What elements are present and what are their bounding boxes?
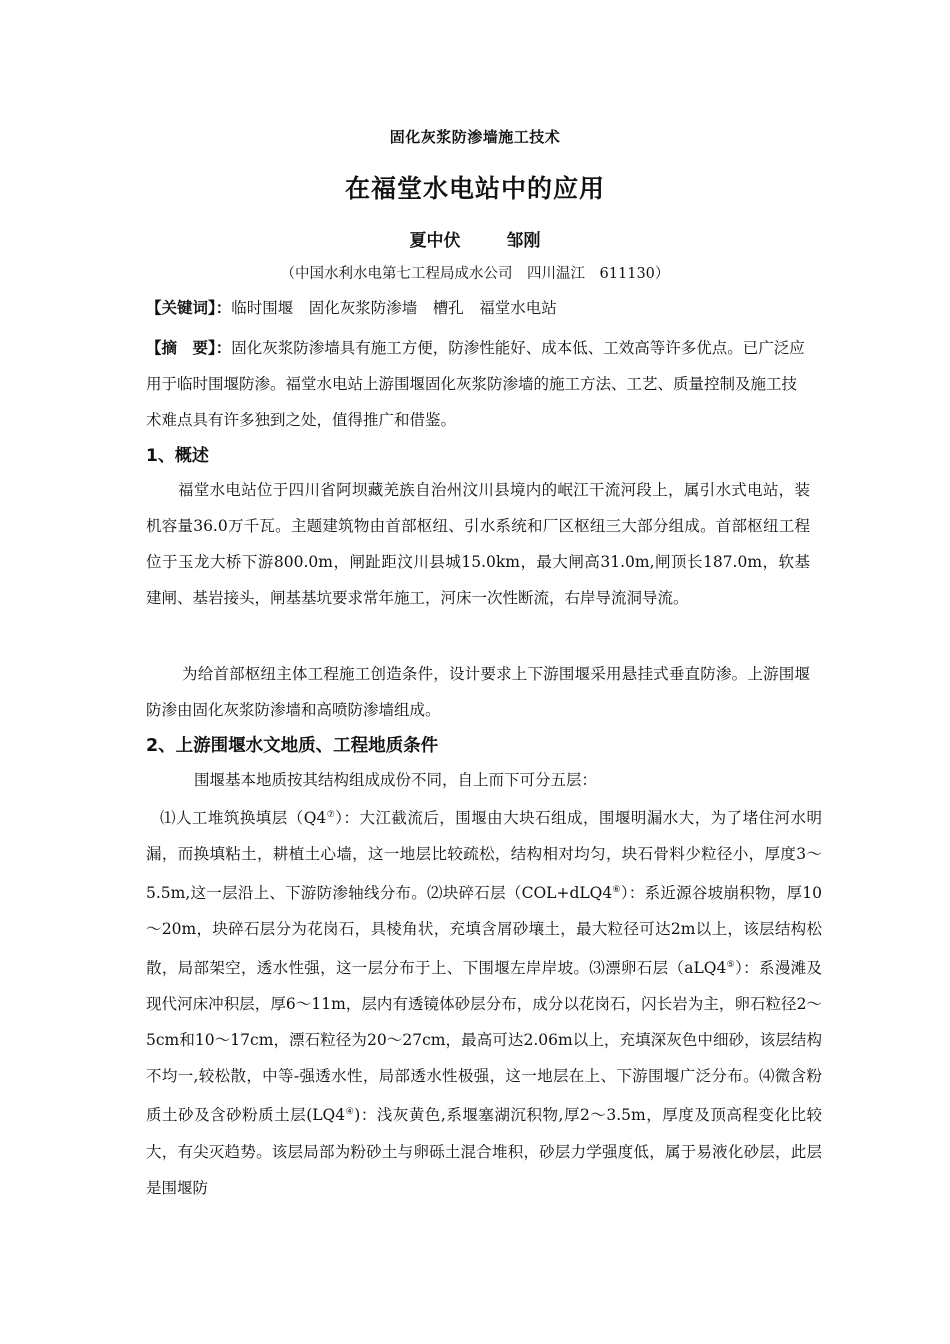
keywords — [146, 296, 826, 318]
layer-2-text-a: ⑵块碎石层（COL+dLQ4 — [427, 884, 613, 903]
section-2-heading: 2、上游围堰水文地质、工程地质条件 — [146, 736, 439, 756]
title-line-1: 固化灰浆防渗墙施工技术 — [389, 128, 561, 146]
layer-1-text-b: ）：大江截流后，围堰由大块石组成，围堰明漏水大，为了堵住河水明漏，而换填粘土，耕植土心墙，这一地层比较疏松，结构相对均匀，块石骨料少粒径小，厚度3～5.5m,这一层沿上、下游防渗轴线分布。 — [146, 809, 822, 903]
author-2: 邹刚 — [506, 231, 541, 251]
abstract-text: 固化灰浆防渗墙具有施工方便，防渗性能好、成本低、工效高等许多优点。已广泛应用于临时围堰防渗。福堂水电站上游围堰固化灰浆防渗墙的施工方法、工艺、质量控制及施工技术难点具有许多独到之处，值得推广和借鉴。 — [146, 339, 805, 429]
affiliation: （中国水利水电第七工程局成水公司 四川温江 611130） — [280, 266, 670, 282]
abstract-label: 【摘 要】： — [146, 339, 232, 357]
layer-2-text-b: ）：系近源谷坡崩积物，厚10～20m，块碎石层分为花岗石，具棱角状，充填含屑砂壤土，最大粒径可达2m以上，该层结构松散，局部架空，透水性强，这一层分布于上、下围堰左岸岸坡。 — [146, 884, 822, 978]
layer-3-superscript: ⑤ — [726, 960, 736, 971]
layer-4-text-a: ⑷微含粉质土砂及含砂粉质土层(LQ4 — [146, 1067, 822, 1125]
section-1-paragraph-2: 为给首部枢纽主体工程施工创造条件，设计要求上下游围堰采用悬挂式垂直防渗。上游围堰防渗由固化灰浆防渗墙和高喷防渗墙组成。 — [146, 665, 810, 719]
section-2-intro: 围堰基本地质按其结构组成成份不同，自上而下可分五层： — [194, 771, 598, 789]
section-1-paragraph-1: 福堂水电站位于四川省阿坝藏羌族自治州汶川县境内的岷江干流河段上，属引水式电站，装机容量36.0万千瓦。主题建筑物由首部枢纽、引水系统和厂区枢纽三大部分组成。首部枢纽工程位于玉龙大桥下游800.0m，闸趾距汶川县城15.0km，最大闸高31.0m,闸顶长187.0m，软基建闸、基岩接头，闸基基坑要求常年施工，河床一次性断流，右岸导流洞导流。 — [146, 481, 810, 607]
layer-3-text-b: ）：系漫滩及现代河床冲积层，厚6～11m，层内有透镜体砂层分布，成分以花岗石，闪长岩为主，卵石粒径2～5cm和10～17cm，漂石粒径为20～27cm，最高可达2.06m以上，充填深灰色中细砂，该层结构不均一,较松散，中等-强透水性，局部透水性极强，这一地层在上、下游围堰广泛分布。 — [146, 959, 822, 1086]
section-1-heading: 1、概述 — [146, 446, 209, 466]
abstract — [146, 330, 812, 438]
layer-4-text-b: )：浅灰黄色,系堰塞湖沉积物,厚2～3.5m，厚度及顶高程变化比较大，有尖灭趋势。该层局部为粉砂土与卵砾土混合堆积，砂层力学强度低，属于易液化砂层，此层是围堰防 — [146, 1106, 822, 1197]
layer-2-superscript: ⑥ — [612, 885, 621, 896]
layer-3-text-a: ⑶漂卵石层（aLQ4 — [589, 959, 727, 978]
keywords-label: 【关键词】： — [146, 299, 232, 317]
author-1: 夏中伏 — [409, 231, 461, 251]
layer-4-superscript: ④ — [345, 1107, 355, 1118]
layer-1-superscript: ⑦ — [326, 810, 336, 820]
authors — [0, 226, 950, 251]
title-line-2: 在福堂水电站中的应用 — [344, 174, 605, 203]
section-2-layers-paragraph — [146, 797, 822, 1206]
keywords-text: 临时围堰 固化灰浆防渗墙 槽孔 福堂水电站 — [231, 299, 557, 317]
layer-1-text-a: ⑴人工堆筑换填层（Q4 — [160, 809, 327, 828]
